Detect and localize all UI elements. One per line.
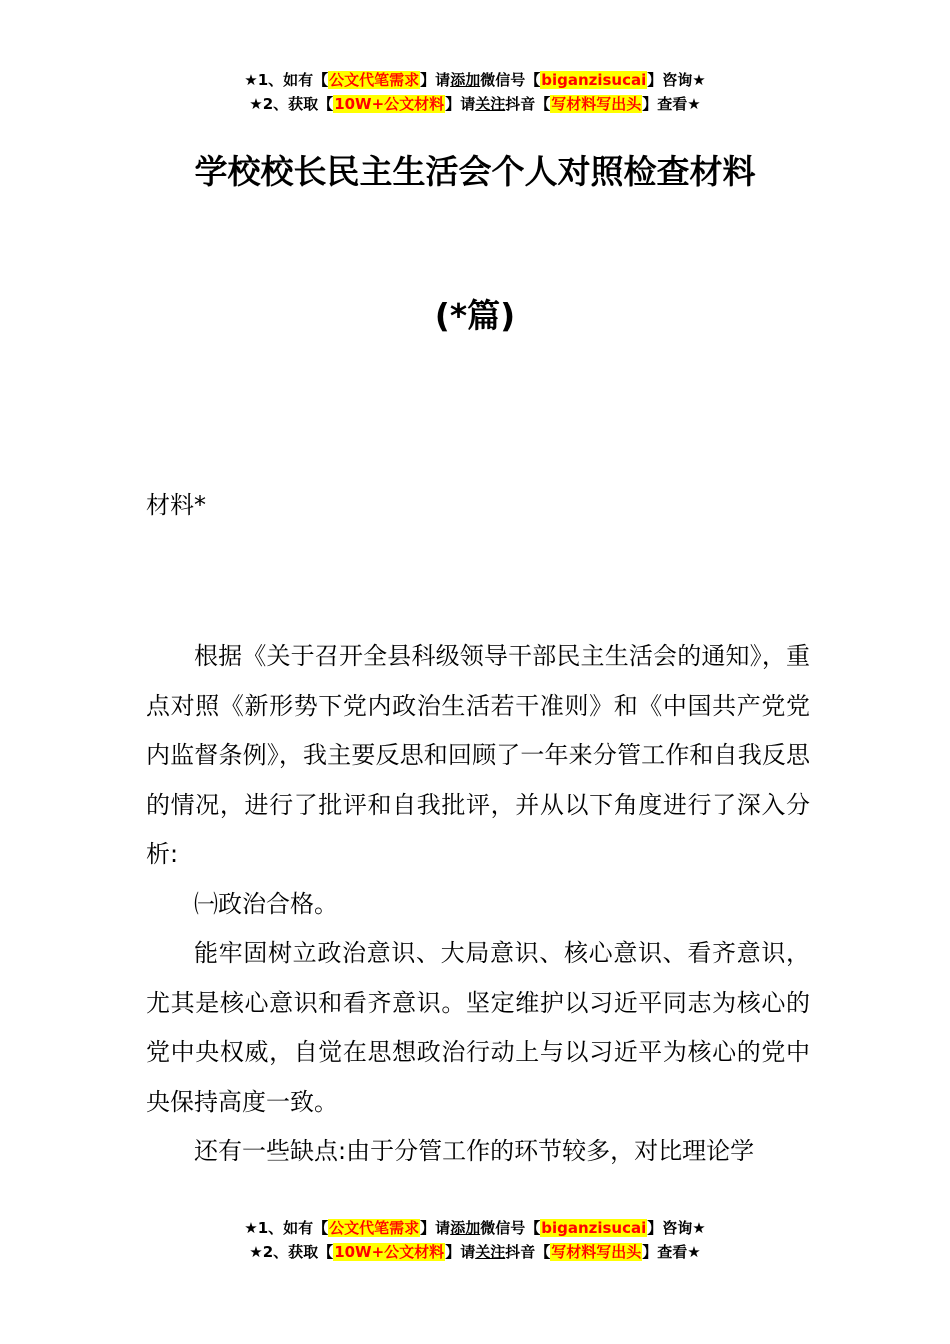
- ad-douyin-id: 写材料写出头: [551, 1243, 642, 1261]
- ad-line-1: ★1、如有【公文代笔需求】请添加微信号【biganzisucai】咨询★: [244, 71, 706, 89]
- body-paragraph: 还有一些缺点:由于分管工作的环节较多，对比理论学: [194, 1137, 755, 1165]
- ad-wechat-id: biganzisucai: [541, 71, 647, 89]
- ad-wechat-id: biganzisucai: [541, 1219, 647, 1237]
- header-ad-banner: [0, 68, 950, 116]
- ad-highlight: 公文代笔需求: [329, 1219, 420, 1237]
- ad-highlight: 10W+公文材料: [334, 1243, 445, 1261]
- ad-highlight: 公文代笔需求: [329, 71, 420, 89]
- ad-highlight: 10W+公文材料: [334, 95, 445, 113]
- ad-douyin-id: 写材料写出头: [551, 95, 642, 113]
- body-paragraph: 根据《关于召开全县科级领导干部民主生活会的通知》，重点对照《新形势下党内政治生活若干准则》和《中国共产党党内监督条例》，我主要反思和回顾了一年来分管工作和自我反思的情况，进行了批评和自我批评，并从以下角度进行了深入分析:: [146, 642, 810, 868]
- ad-line-1: ★1、如有【公文代笔需求】请添加微信号【biganzisucai】咨询★: [244, 1219, 706, 1237]
- section-label: 材料*: [146, 491, 206, 519]
- document-title: 学校校长民主生活会个人对照检查材料: [194, 152, 756, 191]
- document-body: [146, 632, 810, 1177]
- document-subtitle: (*篇): [434, 296, 516, 335]
- section-heading: ㈠政治合格。: [194, 889, 338, 918]
- ad-line-2: ★2、获取【10W+公文材料】请关注抖音【写材料写出头】查看★: [249, 1243, 701, 1261]
- body-paragraph: 能牢固树立政治意识、大局意识、核心意识、看齐意识，尤其是核心意识和看齐意识。坚定维护以习近平同志为核心的党中央权威，自觉在思想政治行动上与以习近平为核心的党中央保持高度一致。: [146, 939, 810, 1116]
- ad-line-2: ★2、获取【10W+公文材料】请关注抖音【写材料写出头】查看★: [249, 95, 701, 113]
- footer-ad-banner: [0, 1216, 950, 1264]
